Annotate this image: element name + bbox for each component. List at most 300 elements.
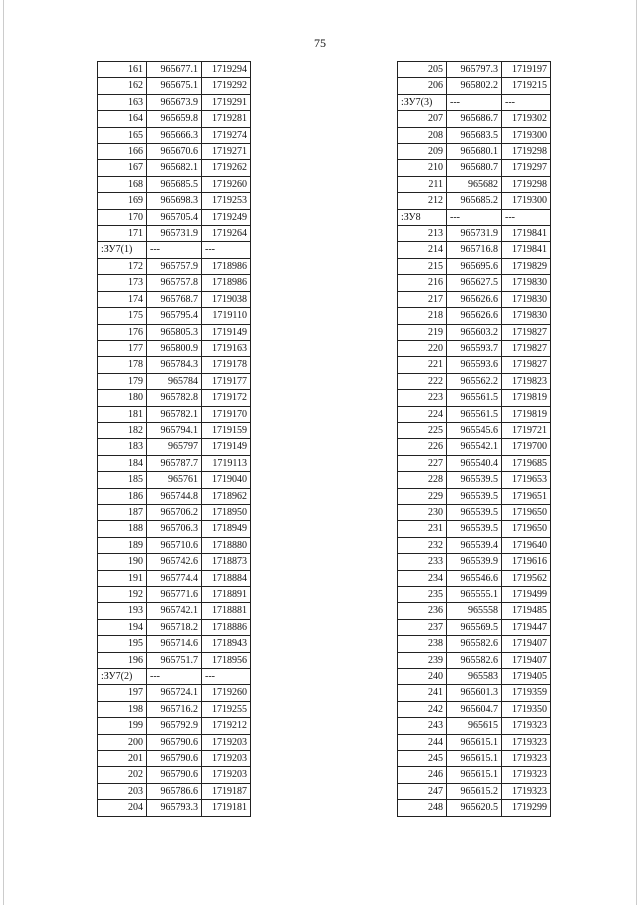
point-number-cell: 162 (98, 78, 147, 94)
table-row (98, 570, 251, 586)
y-coordinate-cell: 1719298 (502, 176, 551, 192)
y-coordinate-cell: 1719562 (502, 570, 551, 586)
x-coordinate-cell: 965561.5 (447, 406, 502, 422)
x-coordinate-cell: 965698.3 (147, 193, 202, 209)
y-coordinate-cell: 1719685 (502, 455, 551, 471)
x-coordinate-cell: 965582.6 (447, 636, 502, 652)
table-row (98, 176, 251, 192)
y-coordinate-cell: 1719177 (202, 373, 251, 389)
x-coordinate-cell: 965683.5 (447, 127, 502, 143)
point-number-cell: 218 (398, 308, 447, 324)
point-number-cell: 248 (398, 800, 447, 816)
point-number-cell: 179 (98, 373, 147, 389)
y-coordinate-cell: 1719299 (502, 800, 551, 816)
x-coordinate-cell: 965718.2 (147, 619, 202, 635)
table-row (98, 685, 251, 701)
x-coordinate-cell: 965626.6 (447, 291, 502, 307)
coordinates-table-right-body (398, 62, 551, 817)
table-row (98, 554, 251, 570)
table-row (398, 373, 551, 389)
y-coordinate-cell: 1719830 (502, 291, 551, 307)
x-coordinate-cell: 965615.1 (447, 734, 502, 750)
y-coordinate-cell: 1719203 (202, 734, 251, 750)
table-row (398, 357, 551, 373)
y-coordinate-cell: 1719819 (502, 390, 551, 406)
point-number-cell: 216 (398, 275, 447, 291)
point-number-cell: 203 (98, 783, 147, 799)
table-row (398, 209, 551, 225)
point-number-cell: 230 (398, 504, 447, 520)
x-coordinate-cell: 965601.3 (447, 685, 502, 701)
x-coordinate-cell: 965790.6 (147, 734, 202, 750)
y-coordinate-cell: 1719215 (502, 78, 551, 94)
x-coordinate-cell: 965680.1 (447, 144, 502, 160)
table-row (398, 636, 551, 652)
point-number-cell: 161 (98, 62, 147, 78)
point-number-cell: 187 (98, 504, 147, 520)
table-row (98, 603, 251, 619)
x-coordinate-cell: 965659.8 (147, 111, 202, 127)
x-coordinate-cell: 965670.6 (147, 144, 202, 160)
x-coordinate-cell: 965627.5 (447, 275, 502, 291)
y-coordinate-cell: 1719262 (202, 160, 251, 176)
y-coordinate-cell: 1719181 (202, 800, 251, 816)
x-coordinate-cell: 965539.5 (447, 488, 502, 504)
y-coordinate-cell: 1718962 (202, 488, 251, 504)
point-number-cell: 194 (98, 619, 147, 635)
table-row (398, 94, 551, 110)
table-row (98, 78, 251, 94)
x-coordinate-cell: 965680.7 (447, 160, 502, 176)
point-number-cell: 163 (98, 94, 147, 110)
x-coordinate-cell: 965682.1 (147, 160, 202, 176)
coordinates-table-left (97, 61, 251, 817)
point-number-cell: :ЗУ7(1) (98, 242, 147, 258)
table-row (98, 193, 251, 209)
x-coordinate-cell: 965757.9 (147, 258, 202, 274)
x-coordinate-cell: 965539.5 (447, 504, 502, 520)
y-coordinate-cell: 1718956 (202, 652, 251, 668)
x-coordinate-cell: 965802.2 (447, 78, 502, 94)
point-number-cell: 222 (398, 373, 447, 389)
x-coordinate-cell: 965774.4 (147, 570, 202, 586)
table-row (398, 340, 551, 356)
y-coordinate-cell: 1719407 (502, 636, 551, 652)
x-coordinate-cell: 965797.3 (447, 62, 502, 78)
point-number-cell: 238 (398, 636, 447, 652)
x-coordinate-cell: 965793.3 (147, 800, 202, 816)
x-coordinate-cell: 965790.6 (147, 751, 202, 767)
x-coordinate-cell: 965673.9 (147, 94, 202, 110)
table-row (398, 176, 551, 192)
point-number-cell: 164 (98, 111, 147, 127)
table-row (398, 521, 551, 537)
y-coordinate-cell: 1719827 (502, 340, 551, 356)
point-number-cell: 212 (398, 193, 447, 209)
y-coordinate-cell: 1719323 (502, 783, 551, 799)
point-number-cell: 198 (98, 701, 147, 717)
point-number-cell: 169 (98, 193, 147, 209)
point-number-cell: 207 (398, 111, 447, 127)
point-number-cell: 241 (398, 685, 447, 701)
y-coordinate-cell: 1719298 (502, 144, 551, 160)
point-number-cell: 176 (98, 324, 147, 340)
y-coordinate-cell: 1719499 (502, 587, 551, 603)
x-coordinate-cell: 965731.9 (447, 226, 502, 242)
y-coordinate-cell: 1719650 (502, 504, 551, 520)
point-number-cell: 195 (98, 636, 147, 652)
point-number-cell: 200 (98, 734, 147, 750)
table-row (398, 800, 551, 816)
x-coordinate-cell: 965539.4 (447, 537, 502, 553)
point-number-cell: 167 (98, 160, 147, 176)
point-number-cell: 180 (98, 390, 147, 406)
y-coordinate-cell: 1719447 (502, 619, 551, 635)
x-coordinate-cell: 965710.6 (147, 537, 202, 553)
point-number-cell: 244 (398, 734, 447, 750)
point-number-cell: 225 (398, 422, 447, 438)
x-coordinate-cell: 965786.6 (147, 783, 202, 799)
table-row (98, 209, 251, 225)
table-row (98, 636, 251, 652)
table-row (398, 144, 551, 160)
point-number-cell: 226 (398, 439, 447, 455)
x-coordinate-cell: 965768.7 (147, 291, 202, 307)
y-coordinate-cell: 1719841 (502, 226, 551, 242)
table-row (98, 521, 251, 537)
x-coordinate-cell: 965685.2 (447, 193, 502, 209)
x-coordinate-cell: 965771.6 (147, 587, 202, 603)
table-row (398, 78, 551, 94)
point-number-cell: 231 (398, 521, 447, 537)
coordinates-table-left-body (98, 62, 251, 817)
y-coordinate-cell: 1719197 (502, 62, 551, 78)
y-coordinate-cell: 1719294 (202, 62, 251, 78)
table-row (98, 455, 251, 471)
y-coordinate-cell: 1719323 (502, 718, 551, 734)
table-row (98, 111, 251, 127)
y-coordinate-cell: 1719149 (202, 324, 251, 340)
table-row (398, 439, 551, 455)
point-number-cell: 206 (398, 78, 447, 94)
y-coordinate-cell: 1719405 (502, 669, 551, 685)
table-row (98, 422, 251, 438)
y-coordinate-cell: 1719203 (202, 767, 251, 783)
point-number-cell: 246 (398, 767, 447, 783)
table-row (98, 373, 251, 389)
table-row (398, 603, 551, 619)
point-number-cell: 201 (98, 751, 147, 767)
table-row (398, 751, 551, 767)
table-row (98, 324, 251, 340)
point-number-cell: 245 (398, 751, 447, 767)
table-row (398, 258, 551, 274)
table-row (398, 718, 551, 734)
y-coordinate-cell: 1719040 (202, 472, 251, 488)
y-coordinate-cell: 1718881 (202, 603, 251, 619)
x-coordinate-cell: --- (147, 242, 202, 258)
point-number-cell: 184 (98, 455, 147, 471)
x-coordinate-cell: 965677.1 (147, 62, 202, 78)
x-coordinate-cell: 965558 (447, 603, 502, 619)
y-coordinate-cell: 1719297 (502, 160, 551, 176)
y-coordinate-cell: 1719651 (502, 488, 551, 504)
y-coordinate-cell: 1719640 (502, 537, 551, 553)
y-coordinate-cell: 1719203 (202, 751, 251, 767)
table-row (98, 258, 251, 274)
table-row (98, 62, 251, 78)
y-coordinate-cell: 1718886 (202, 619, 251, 635)
point-number-cell: 228 (398, 472, 447, 488)
point-number-cell: 210 (398, 160, 447, 176)
point-number-cell: 181 (98, 406, 147, 422)
point-number-cell: 172 (98, 258, 147, 274)
y-coordinate-cell: 1719172 (202, 390, 251, 406)
table-row (98, 488, 251, 504)
point-number-cell: 236 (398, 603, 447, 619)
table-row (398, 308, 551, 324)
y-coordinate-cell: 1719359 (502, 685, 551, 701)
point-number-cell: 192 (98, 587, 147, 603)
point-number-cell: 240 (398, 669, 447, 685)
y-coordinate-cell: 1719159 (202, 422, 251, 438)
point-number-cell: 233 (398, 554, 447, 570)
x-coordinate-cell: 965615.1 (447, 767, 502, 783)
table-row (98, 701, 251, 717)
x-coordinate-cell: 965706.2 (147, 504, 202, 520)
y-coordinate-cell: --- (202, 242, 251, 258)
table-row (98, 472, 251, 488)
x-coordinate-cell: 965787.7 (147, 455, 202, 471)
point-number-cell: 234 (398, 570, 447, 586)
x-coordinate-cell: 965742.6 (147, 554, 202, 570)
x-coordinate-cell: 965784.3 (147, 357, 202, 373)
y-coordinate-cell: 1718986 (202, 258, 251, 274)
y-coordinate-cell: 1719260 (202, 685, 251, 701)
y-coordinate-cell: 1718950 (202, 504, 251, 520)
point-number-cell: 237 (398, 619, 447, 635)
table-row (98, 127, 251, 143)
point-number-cell: 199 (98, 718, 147, 734)
table-row (98, 652, 251, 668)
point-number-cell: 214 (398, 242, 447, 258)
table-row (98, 783, 251, 799)
x-coordinate-cell: 965593.6 (447, 357, 502, 373)
point-number-cell: :ЗУ7(2) (98, 669, 147, 685)
point-number-cell: 166 (98, 144, 147, 160)
x-coordinate-cell: 965539.5 (447, 521, 502, 537)
y-coordinate-cell: 1719819 (502, 406, 551, 422)
x-coordinate-cell: 965790.6 (147, 767, 202, 783)
table-row (98, 767, 251, 783)
y-coordinate-cell: 1719323 (502, 767, 551, 783)
x-coordinate-cell: 965742.1 (147, 603, 202, 619)
table-row (398, 767, 551, 783)
point-number-cell: 232 (398, 537, 447, 553)
left-page-edge (3, 0, 4, 905)
table-row (398, 406, 551, 422)
point-number-cell: 171 (98, 226, 147, 242)
point-number-cell: 235 (398, 587, 447, 603)
y-coordinate-cell: 1719827 (502, 357, 551, 373)
point-number-cell: 196 (98, 652, 147, 668)
point-number-cell: 224 (398, 406, 447, 422)
y-coordinate-cell: --- (502, 209, 551, 225)
y-coordinate-cell: 1719281 (202, 111, 251, 127)
y-coordinate-cell: 1719113 (202, 455, 251, 471)
table-row (398, 111, 551, 127)
table-row (398, 488, 551, 504)
y-coordinate-cell: 1719323 (502, 751, 551, 767)
y-coordinate-cell: 1719212 (202, 718, 251, 734)
table-row (98, 406, 251, 422)
table-row (398, 734, 551, 750)
point-number-cell: 202 (98, 767, 147, 783)
table-row (98, 308, 251, 324)
table-row (398, 62, 551, 78)
table-row (98, 160, 251, 176)
point-number-cell: 173 (98, 275, 147, 291)
y-coordinate-cell: 1719485 (502, 603, 551, 619)
point-number-cell: 211 (398, 176, 447, 192)
x-coordinate-cell: 965555.1 (447, 587, 502, 603)
y-coordinate-cell: 1719149 (202, 439, 251, 455)
y-coordinate-cell: 1719650 (502, 521, 551, 537)
x-coordinate-cell: 965686.7 (447, 111, 502, 127)
point-number-cell: 215 (398, 258, 447, 274)
point-number-cell: 208 (398, 127, 447, 143)
coordinates-table-right (397, 61, 551, 817)
y-coordinate-cell: 1719264 (202, 226, 251, 242)
x-coordinate-cell: 965615 (447, 718, 502, 734)
table-row (98, 619, 251, 635)
point-number-cell: 242 (398, 701, 447, 717)
table-row (398, 685, 551, 701)
x-coordinate-cell: 965797 (147, 439, 202, 455)
y-coordinate-cell: 1719323 (502, 734, 551, 750)
table-row (98, 242, 251, 258)
x-coordinate-cell: 965539.9 (447, 554, 502, 570)
y-coordinate-cell: 1719653 (502, 472, 551, 488)
point-number-cell: 177 (98, 340, 147, 356)
point-number-cell: 185 (98, 472, 147, 488)
x-coordinate-cell: --- (447, 94, 502, 110)
table-row (98, 291, 251, 307)
table-row (398, 619, 551, 635)
point-number-cell: 191 (98, 570, 147, 586)
x-coordinate-cell: 965731.9 (147, 226, 202, 242)
y-coordinate-cell: 1719291 (202, 94, 251, 110)
y-coordinate-cell: 1719829 (502, 258, 551, 274)
y-coordinate-cell: 1719110 (202, 308, 251, 324)
x-coordinate-cell: 965784 (147, 373, 202, 389)
point-number-cell: 197 (98, 685, 147, 701)
table-row (398, 504, 551, 520)
point-number-cell: 190 (98, 554, 147, 570)
y-coordinate-cell: 1719700 (502, 439, 551, 455)
point-number-cell: 174 (98, 291, 147, 307)
x-coordinate-cell: 965626.6 (447, 308, 502, 324)
x-coordinate-cell: 965561.5 (447, 390, 502, 406)
table-row (398, 669, 551, 685)
table-row (398, 226, 551, 242)
table-row (398, 127, 551, 143)
table-row (98, 275, 251, 291)
y-coordinate-cell: 1719249 (202, 209, 251, 225)
y-coordinate-cell: 1719823 (502, 373, 551, 389)
x-coordinate-cell: 965782.8 (147, 390, 202, 406)
y-coordinate-cell: --- (202, 669, 251, 685)
y-coordinate-cell: --- (502, 94, 551, 110)
x-coordinate-cell: 965562.2 (447, 373, 502, 389)
x-coordinate-cell: 965716.8 (447, 242, 502, 258)
table-row (398, 652, 551, 668)
x-coordinate-cell: 965751.7 (147, 652, 202, 668)
y-coordinate-cell: 1719300 (502, 127, 551, 143)
x-coordinate-cell: 965540.4 (447, 455, 502, 471)
y-coordinate-cell: 1719187 (202, 783, 251, 799)
table-row (98, 226, 251, 242)
x-coordinate-cell: 965682 (447, 176, 502, 192)
y-coordinate-cell: 1719407 (502, 652, 551, 668)
x-coordinate-cell: 965542.1 (447, 439, 502, 455)
x-coordinate-cell: 965583 (447, 669, 502, 685)
table-row (398, 291, 551, 307)
y-coordinate-cell: 1719255 (202, 701, 251, 717)
x-coordinate-cell: --- (147, 669, 202, 685)
table-row (398, 554, 551, 570)
table-row (398, 324, 551, 340)
y-coordinate-cell: 1718880 (202, 537, 251, 553)
y-coordinate-cell: 1719827 (502, 324, 551, 340)
x-coordinate-cell: 965716.2 (147, 701, 202, 717)
point-number-cell: 188 (98, 521, 147, 537)
y-coordinate-cell: 1718949 (202, 521, 251, 537)
y-coordinate-cell: 1719721 (502, 422, 551, 438)
table-row (98, 537, 251, 553)
x-coordinate-cell: 965569.5 (447, 619, 502, 635)
x-coordinate-cell: 965705.4 (147, 209, 202, 225)
table-row (98, 439, 251, 455)
point-number-cell: 217 (398, 291, 447, 307)
y-coordinate-cell: 1719274 (202, 127, 251, 143)
x-coordinate-cell: 965714.6 (147, 636, 202, 652)
x-coordinate-cell: 965582.6 (447, 652, 502, 668)
x-coordinate-cell: 965545.6 (447, 422, 502, 438)
point-number-cell: 205 (398, 62, 447, 78)
y-coordinate-cell: 1719178 (202, 357, 251, 373)
point-number-cell: 165 (98, 127, 147, 143)
point-number-cell: 219 (398, 324, 447, 340)
y-coordinate-cell: 1719616 (502, 554, 551, 570)
point-number-cell: 170 (98, 209, 147, 225)
x-coordinate-cell: 965604.7 (447, 701, 502, 717)
x-coordinate-cell: 965744.8 (147, 488, 202, 504)
x-coordinate-cell: 965757.8 (147, 275, 202, 291)
table-row (398, 587, 551, 603)
point-number-cell: :ЗУ8 (398, 209, 447, 225)
x-coordinate-cell: 965794.1 (147, 422, 202, 438)
x-coordinate-cell: 965675.1 (147, 78, 202, 94)
y-coordinate-cell: 1719830 (502, 308, 551, 324)
point-number-cell: 227 (398, 455, 447, 471)
point-number-cell: 186 (98, 488, 147, 504)
y-coordinate-cell: 1719170 (202, 406, 251, 422)
x-coordinate-cell: 965685.5 (147, 176, 202, 192)
table-row (398, 193, 551, 209)
x-coordinate-cell: 965666.3 (147, 127, 202, 143)
point-number-cell: 220 (398, 340, 447, 356)
